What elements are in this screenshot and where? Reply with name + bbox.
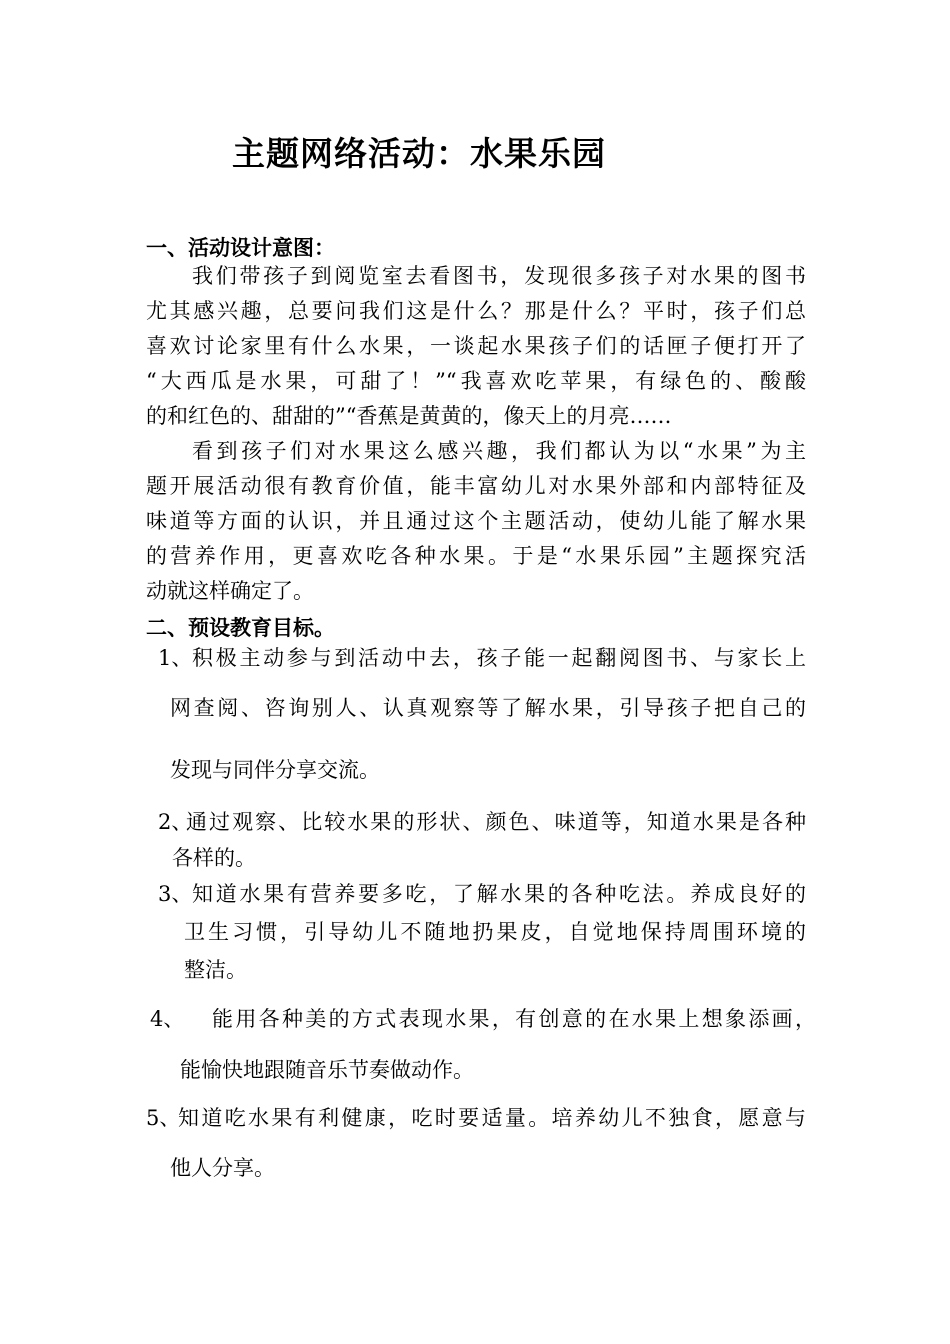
document-title: 主题网络活动：水果乐园 bbox=[232, 134, 606, 173]
goal-line: 整洁。 bbox=[184, 958, 247, 982]
goal-line: 卫生习惯，引导幼儿不随地扔果皮，自觉地保持周围环境的 bbox=[184, 920, 806, 944]
paragraph-line: 的营养作用，更喜欢吃各种水果。于是“水果乐园”主题探究活 bbox=[146, 544, 806, 568]
goal-line: 发现与同伴分享交流。 bbox=[170, 758, 380, 782]
goal-number: 1、 bbox=[158, 646, 193, 670]
paragraph-line: 题开展活动很有教育价值，能丰富幼儿对水果外部和内部特征及 bbox=[146, 474, 806, 498]
paragraph-line: 动就这样确定了。 bbox=[146, 579, 314, 603]
section-heading-goals: 二、预设教育目标。 bbox=[146, 616, 335, 640]
goal-line: 他人分享。 bbox=[170, 1156, 275, 1180]
goal-line: 通过观察、比较水果的形状、颜色、味道等，知道水果是各种 bbox=[186, 810, 806, 834]
goal-line: 知道吃水果有利健康，吃时要适量。培养幼儿不独食，愿意与 bbox=[178, 1106, 806, 1130]
paragraph-line: 看到孩子们对水果这么感兴趣，我们都认为以“水果”为主 bbox=[192, 439, 806, 463]
goal-line: 知道水果有营养要多吃，了解水果的各种吃法。养成良好的 bbox=[192, 882, 806, 906]
goal-number: 2、 bbox=[158, 810, 193, 834]
goal-line: 网查阅、咨询别人、认真观察等了解水果，引导孩子把自己的 bbox=[170, 696, 806, 720]
goal-number: 3、 bbox=[158, 882, 193, 906]
goal-line: 各样的。 bbox=[172, 846, 256, 870]
goal-line: 能用各种美的方式表现水果，有创意的在水果上想象添画， bbox=[212, 1007, 816, 1031]
paragraph-line: 喜欢讨论家里有什么水果，一谈起水果孩子们的话匣子便打开了 bbox=[146, 334, 806, 358]
goal-line: 积极主动参与到活动中去，孩子能一起翻阅图书、与家长上 bbox=[192, 646, 806, 670]
goal-number: 5、 bbox=[146, 1106, 181, 1130]
paragraph-line: “大西瓜是水果，可甜了！”“我喜欢吃苹果，有绿色的、酸酸 bbox=[146, 369, 806, 393]
section-heading-design-intent: 一、活动设计意图： bbox=[146, 236, 335, 260]
paragraph-line: 味道等方面的认识，并且通过这个主题活动，使幼儿能了解水果 bbox=[146, 509, 806, 533]
paragraph-line: 的和红色的、甜甜的”“香蕉是黄黄的，像天上的月亮…… bbox=[146, 404, 672, 428]
goal-line: 能愉快地跟随音乐节奏做动作。 bbox=[180, 1058, 474, 1082]
goal-number: 4、 bbox=[150, 1007, 185, 1031]
paragraph-line: 尤其感兴趣，总要问我们这是什么？那是什么？平时，孩子们总 bbox=[146, 299, 806, 323]
paragraph-line: 我们带孩子到阅览室去看图书，发现很多孩子对水果的图书 bbox=[192, 264, 806, 288]
